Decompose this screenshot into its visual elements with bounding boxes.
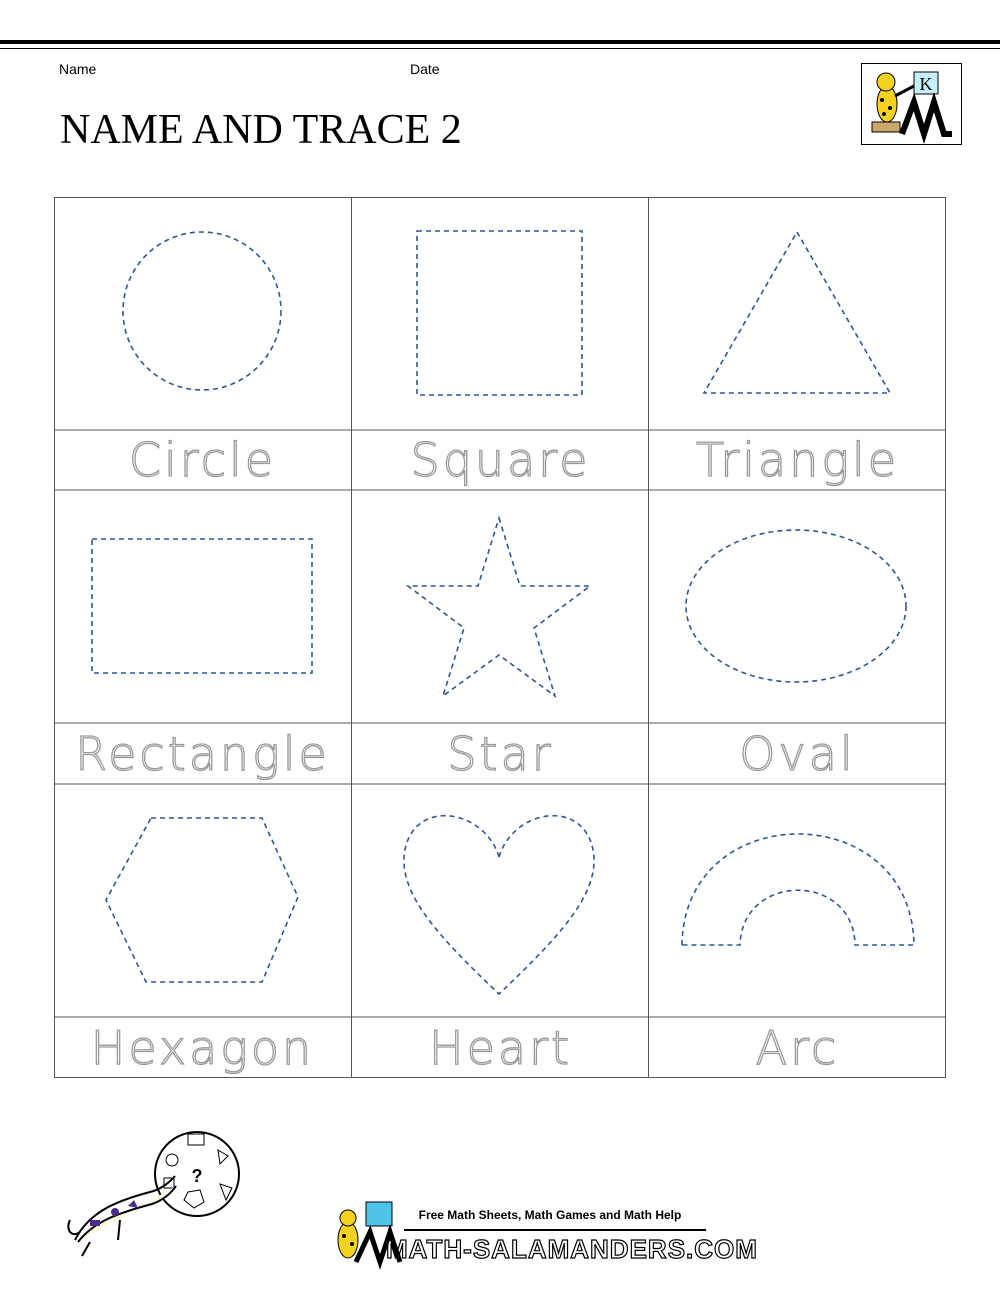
trace-label-square: Square [410,433,591,487]
trace-label-triangle: Triangle [695,433,900,487]
trace-label-heart: Heart [428,1021,573,1075]
dashed-heart-icon [404,816,594,994]
date-label: Date [410,61,440,77]
footer-tagline: Free Math Sheets, Math Games and Math Help [418,1208,682,1222]
dashed-triangle-icon [704,232,890,393]
dashed-rectangle-icon [92,539,312,673]
grid-svg [54,197,946,1078]
footer-brand: MATH-SALAMANDERS.COM [386,1234,758,1264]
shape-grid [54,197,946,1078]
name-label: Name [59,61,97,77]
logo-letter: K [919,74,933,94]
dashed-oval-icon [686,530,906,682]
dashed-circle-icon [123,232,281,390]
dashed-arc-icon [682,834,914,945]
top-rule-thin [0,48,1000,49]
trace-label-rectangle: Rectangle [75,727,330,781]
mascot-sign-question: ? [191,1166,203,1186]
top-rule [0,40,1000,44]
dashed-square-icon [417,231,582,395]
trace-label-circle: Circle [128,433,277,487]
salamander-mascot [60,1120,250,1260]
dashed-star-icon [408,518,590,696]
trace-label-arc: Arc [755,1021,840,1075]
kindergarten-logo [861,63,962,145]
dashed-hexagon-icon [106,818,298,982]
trace-label-star: Star [447,727,554,781]
page-title: NAME AND TRACE 2 [60,107,462,153]
trace-label-oval: Oval [739,727,856,781]
trace-label-hexagon: Hexagon [90,1021,315,1075]
